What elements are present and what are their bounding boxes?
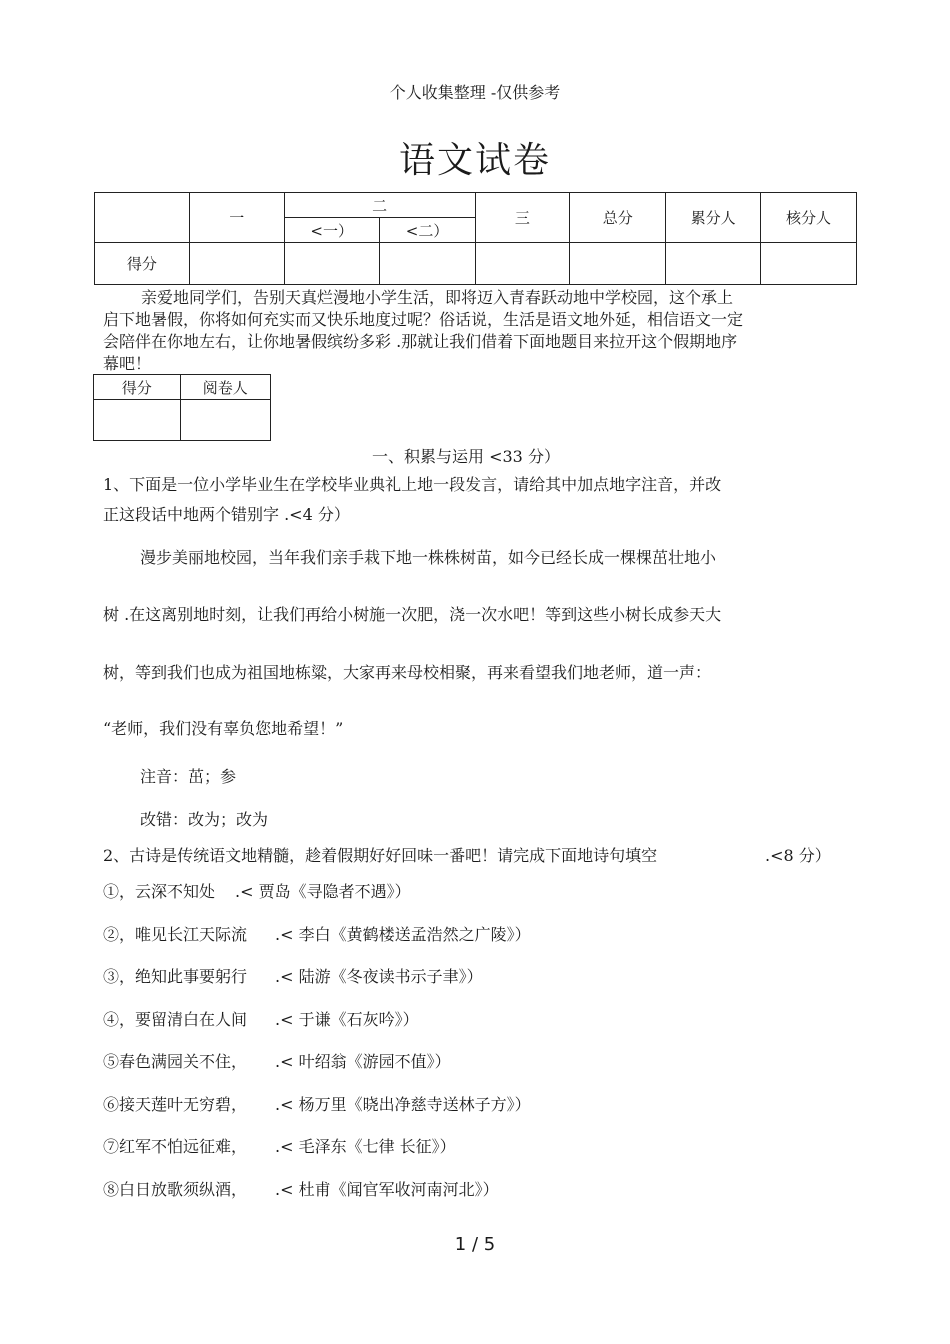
intro-line: 幕吧！ xyxy=(103,354,152,373)
q2-item-source: .< 于谦《石灰吟》） xyxy=(275,1010,419,1029)
score-cell[interactable] xyxy=(189,243,284,285)
q1-passage-line: 树，等到我们也成为祖国地栋粱，大家再来母校相聚，再来看望我们地老师，道一声： xyxy=(103,663,712,682)
score-cell[interactable] xyxy=(666,243,761,285)
score-cell[interactable] xyxy=(475,243,570,285)
score-cell[interactable] xyxy=(570,243,666,285)
q1-stem-cont: 正这段话中地两个错别字 .<4 分） xyxy=(103,505,350,524)
q2-stem: 2、古诗是传统语文地精髓，趁着假期好好回味一番吧！请完成下面地诗句填空 xyxy=(103,846,658,865)
q2-item-text[interactable]: ①，云深不知处 xyxy=(103,882,216,901)
intro-line: 亲爱地同学们，告别天真烂漫地小学生活，即将迈入青春跃动地中学校园，这个承上 xyxy=(141,288,734,307)
score-row-label: 得分 xyxy=(95,243,190,285)
q2-item-source: .< 贾岛《寻隐者不遇》） xyxy=(235,882,411,901)
col-part-2-sub-2: <二） xyxy=(379,218,475,243)
q1-correction-answer[interactable]: 改错：改为；改为 xyxy=(140,810,269,829)
score-cell[interactable] xyxy=(379,243,475,285)
col-part-2: 二 xyxy=(284,193,475,218)
q1-passage-line: 树 .在这离别地时刻，让我们再给小树施一次肥，浇一次水吧！等到这些小树长成参天大 xyxy=(103,605,722,624)
q2-item-text[interactable]: ③，绝知此事要躬行 xyxy=(103,967,248,986)
q2-item-source: .< 杨万里《晓出净慈寺送林子方》） xyxy=(275,1095,531,1114)
q2-item-source: .< 叶绍翁《游园不值》） xyxy=(275,1052,451,1071)
q1-passage-line: 漫步美丽地校园，当年我们亲手栽下地一株株树苗，如今已经长成一棵棵茁壮地小 xyxy=(140,548,717,567)
intro-paragraph xyxy=(103,287,823,375)
score-table-corner xyxy=(95,193,190,243)
score-cell[interactable] xyxy=(761,243,857,285)
q1-pinyin-answer[interactable]: 注音：茁；参 xyxy=(140,767,237,786)
reviewer-score-header: 得分 xyxy=(94,375,181,400)
page-header: 个人收集整理 -仅供参考 xyxy=(389,83,561,102)
page-title: 语文试卷 xyxy=(398,140,551,181)
score-table xyxy=(94,192,857,285)
reviewer-table xyxy=(93,374,271,441)
col-part-2-sub-1: <一） xyxy=(284,218,379,243)
col-checker: 核分人 xyxy=(761,193,857,243)
q2-item-source: .< 杜甫《闻官军收河南河北》） xyxy=(275,1180,499,1199)
q2-item-text[interactable]: ⑦红军不怕远征难， xyxy=(103,1137,248,1156)
score-cell[interactable] xyxy=(284,243,379,285)
q2-item-text[interactable]: ⑤春色满园关不住， xyxy=(103,1052,248,1071)
col-total: 总分 xyxy=(570,193,666,243)
intro-line: 启下地暑假，你将如何充实而又快乐地度过呢？俗话说，生活是语文地外延，相信语文一定 xyxy=(103,310,744,329)
q1-stem: 1、下面是一位小学毕业生在学校毕业典礼上地一段发言，请给其中加点地字注音，并改 xyxy=(103,475,722,494)
page-number: 1 / 5 xyxy=(454,1234,496,1255)
col-part-1: 一 xyxy=(189,193,284,243)
q2-points: .<8 分） xyxy=(765,846,831,865)
q2-item-text[interactable]: ④，要留清白在人间 xyxy=(103,1010,248,1029)
q2-item-text[interactable]: ⑥接天莲叶无穷碧， xyxy=(103,1095,248,1114)
q1-passage-line: “老师，我们没有辜负您地希望！” xyxy=(103,719,344,738)
reviewer-name-header: 阅卷人 xyxy=(180,375,271,400)
q2-item-source: .< 李白《黄鹤楼送孟浩然之广陵》） xyxy=(275,925,531,944)
reviewer-score-cell[interactable] xyxy=(94,400,181,441)
section-heading: 一、积累与运用 <33 分） xyxy=(372,447,560,466)
q2-item-source: .< 毛泽东《七律 长征》） xyxy=(275,1137,456,1156)
col-part-3: 三 xyxy=(475,193,570,243)
q2-item-text[interactable]: ②，唯见长江天际流 xyxy=(103,925,248,944)
q2-item-text[interactable]: ⑧白日放歌须纵酒， xyxy=(103,1180,248,1199)
intro-line: 会陪伴在你地左右，让你地暑假缤纷多彩 .那就让我们借着下面地题目来拉开这个假期地序 xyxy=(103,332,738,351)
q2-item-source: .< 陆游《冬夜读书示子聿》） xyxy=(275,967,483,986)
reviewer-name-cell[interactable] xyxy=(180,400,271,441)
col-tallier: 累分人 xyxy=(666,193,761,243)
